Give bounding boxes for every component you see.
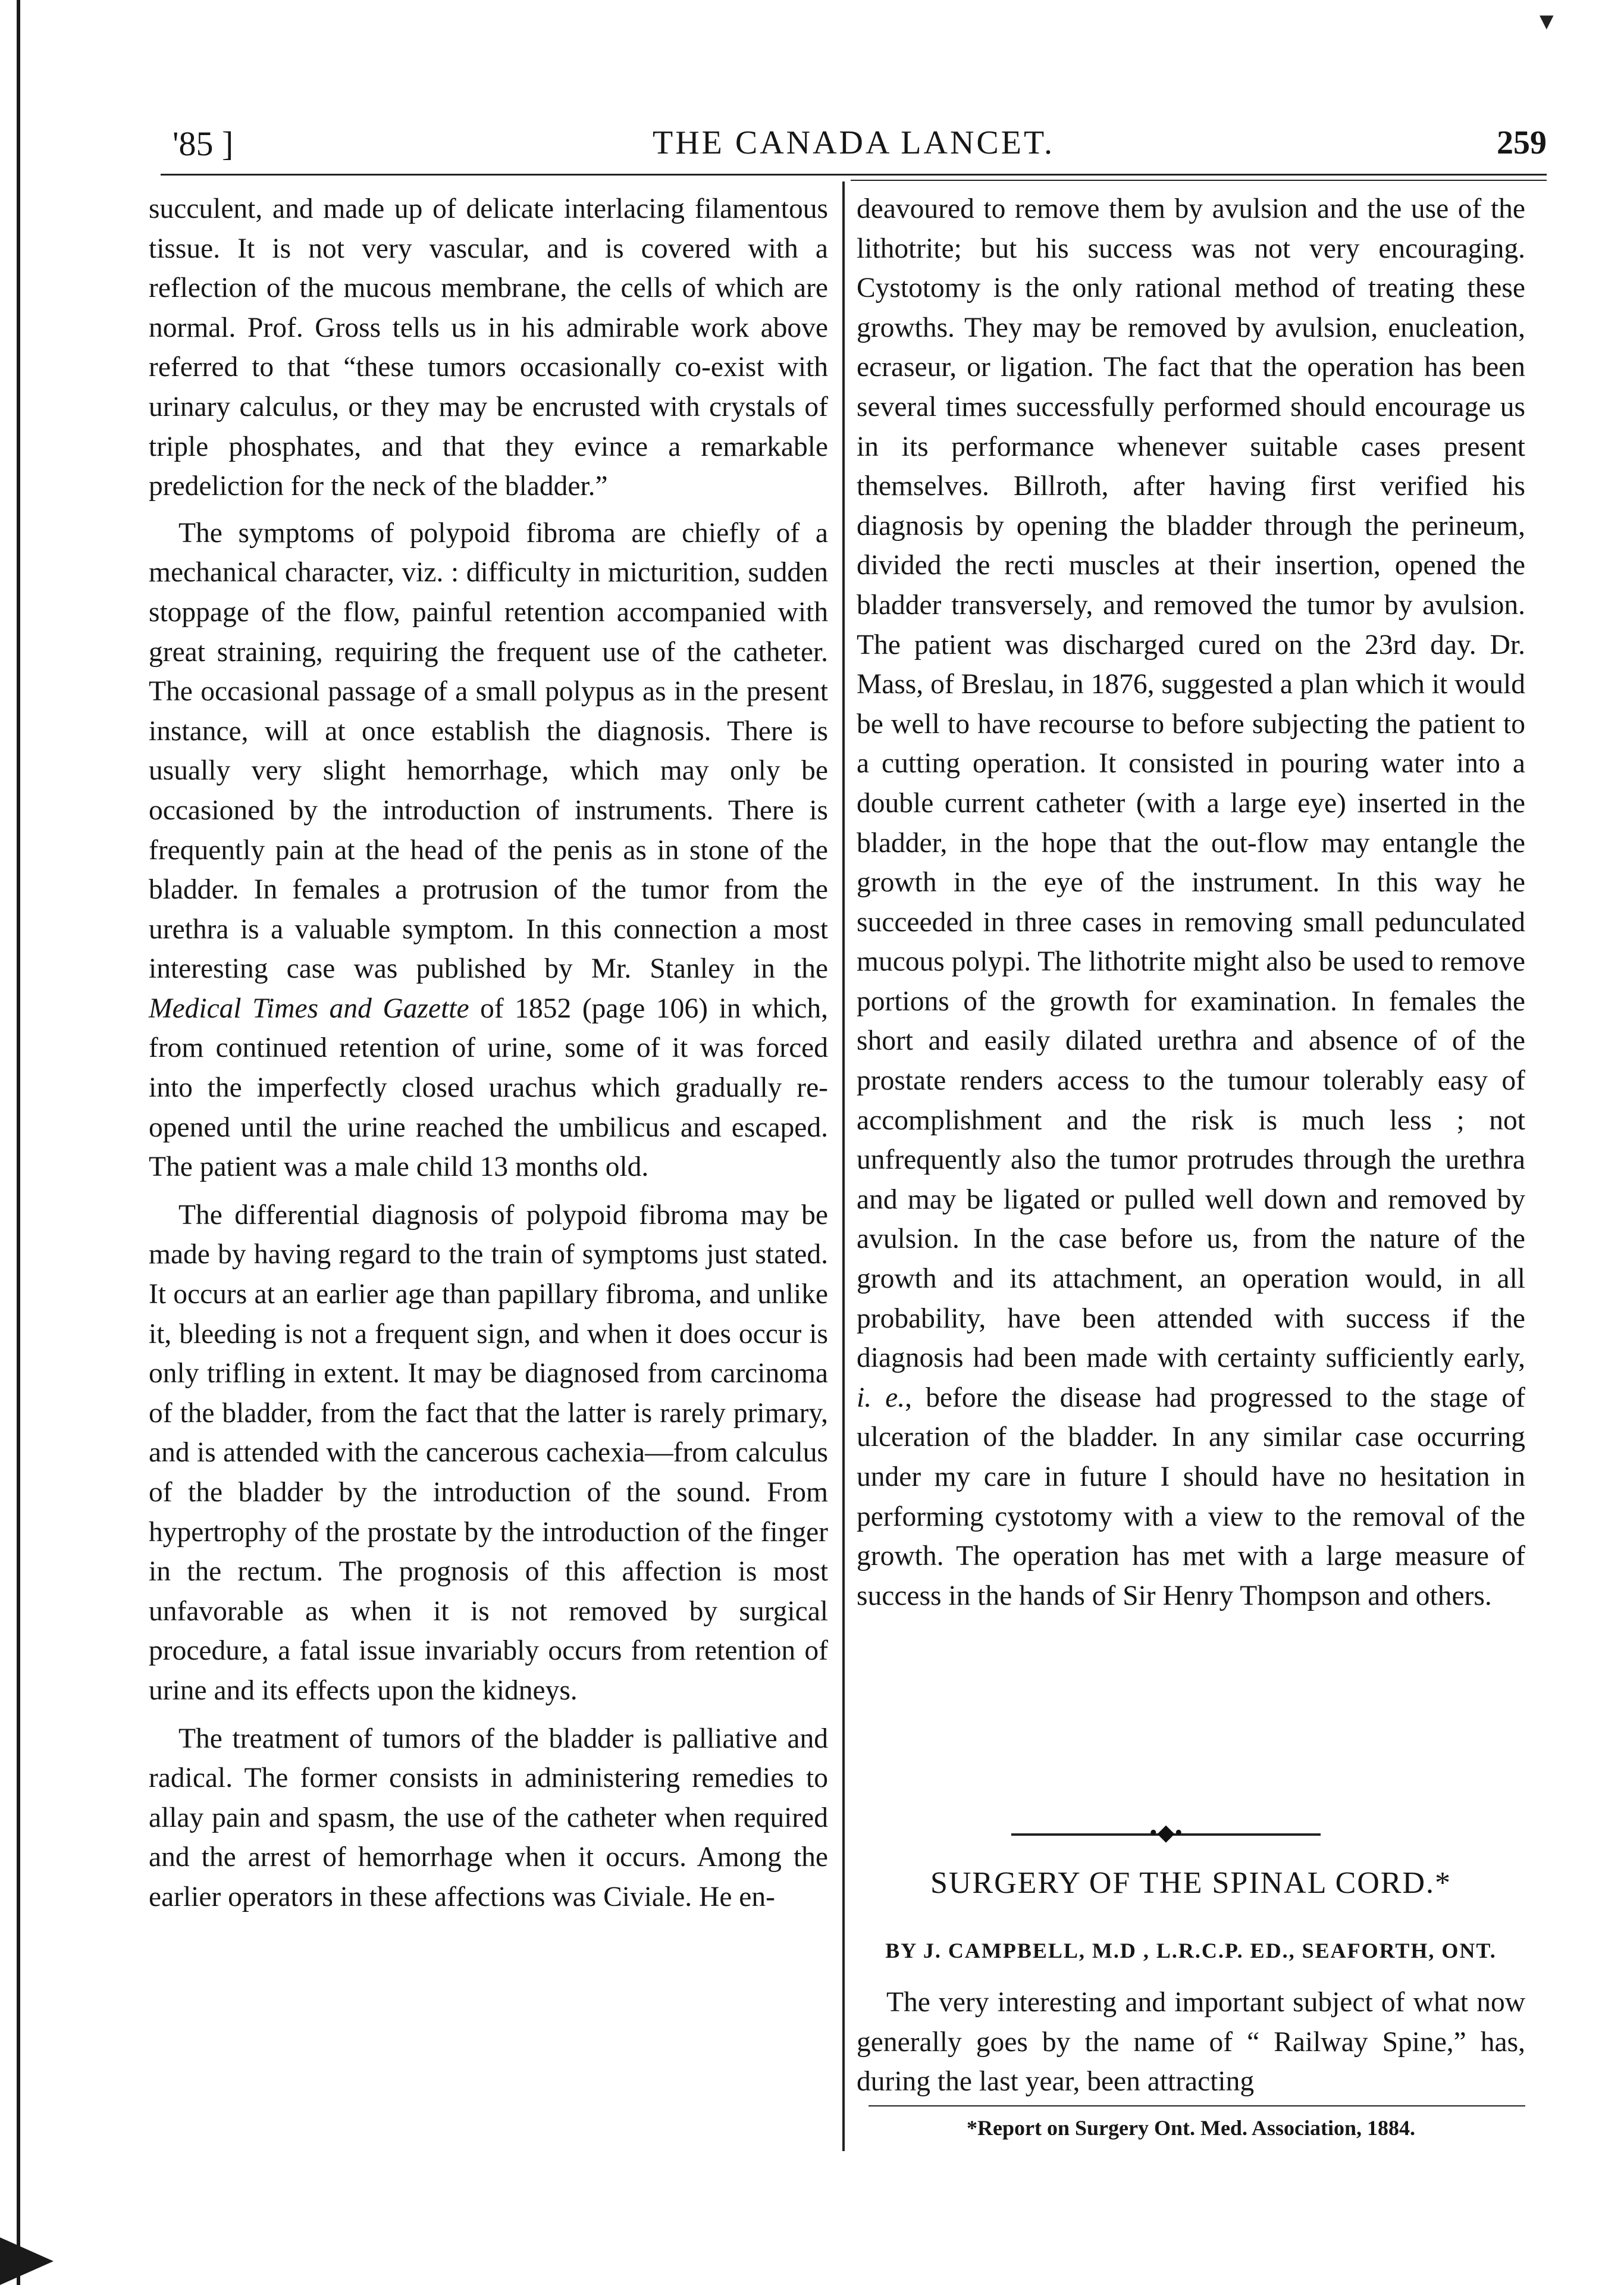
header-year: '85 ] xyxy=(173,124,234,163)
paragraph-treatment: The treatment of tumors of the bladder is palliative and radical. The former consists in administering remedies to allay pain and spasm, the use of the catheter when required and the arrest of hemorrhage when it occurs. Among the earlier operators in these affections was Civiale. He en- xyxy=(149,1723,828,1912)
column-divider xyxy=(842,181,845,2151)
binding-edge xyxy=(17,0,20,2285)
corner-mark: ▼ xyxy=(1535,8,1559,35)
section-separator xyxy=(1011,1820,1321,1845)
page-number: 259 xyxy=(1497,124,1547,161)
id-est-abbrev: i. e. xyxy=(857,1382,905,1413)
paragraph-cystotomy xyxy=(857,189,1525,1616)
article-intro xyxy=(857,1983,1525,2102)
paragraph-tumor-description: succulent, and made up of delicate interlacing filamentous tissue. It is not very vascular, and is covered with a reflection of the mucous membrane, the cells of which are normal. Prof. Gross tells us in his admirable work above referred to that “these tumors occasionally co-exist with urinary calculus, or they may be encrusted with crystals of triple phosphates, and that they evince a remarkable predeliction for the neck of the bladder.” xyxy=(149,193,828,502)
separator-ornament: •◆• xyxy=(1149,1820,1183,1845)
paragraph-differential-diagnosis: The differential diagnosis of polypoid fibroma may be made by having regard to the train of symptoms just stated. It occurs at an earlier age than papillary fibroma, and unlike it, bleeding is not a frequent sign, and when it does occur is only trifling in extent. It may be diagnosed from carcinoma of the bladder, from the fact that the latter is rarely primary, and is attended with the cancerous cachexia—from calculus of the bladder by the introduction of the sound. From hypertrophy of the prostate by the introduction of the finger in the rectum. The prognosis of this affection is most unfavorable as when it is not removed by surgical procedure, a fatal issue invariably occurs from retention of urine and its effects upon the kidneys. xyxy=(149,1199,828,1706)
journal-citation: Medical Times and Gazette xyxy=(149,993,469,1024)
paragraph-symptoms xyxy=(149,514,828,1187)
symptoms-text-end: of 1852 (page 106) in which, from continued retention of urine, some of it was forced into the imperfectly closed urachus which gradually re-opened until the urine reached the umbilicus and escaped. The patient was a male child 13 months old. xyxy=(149,993,829,1183)
right-column xyxy=(857,189,1525,1616)
left-column xyxy=(149,189,828,1917)
intro-paragraph: The very interesting and important subject of what now generally goes by the name of “ Railway Spine,” has, during the last year, been attracting xyxy=(857,1987,1525,2098)
cystotomy-text-end: , before the disease had progressed to the stage of ulceration of the bladder. In any similar case occurring under my care in future I should have no hesitation in performing cystotomy with a view to the removal of the growth. The operation has met with a large measure of success in the hands of Sir Henry Thompson and others. xyxy=(857,1382,1525,1611)
binding-notch xyxy=(0,2237,54,2285)
section-title: SURGERY OF THE SPINAL CORD.* xyxy=(930,1866,1452,1900)
author-byline: BY J. CAMPBELL, M.D , L.R.C.P. ED., SEAFORTH, ONT. xyxy=(885,1939,1497,1962)
footnote: *Report on Surgery Ont. Med. Association, 1884. xyxy=(967,2116,1415,2140)
footnote-rule xyxy=(869,2105,1525,2106)
header-rule-secondary xyxy=(851,180,1547,181)
symptoms-text-start: The symptoms of polypoid fibroma are chiefly of a mechanical character, viz. : difficulty in micturition, sudden stoppage of the flow, painful retention accompanied with great straining, requiring the frequent use of the catheter. The occasional passage of a small polypus as in the present instance, will at once establish the diagnosis. There is usually very slight hemorrhage, which may only be occasioned by the introduction of instruments. There is frequently pain at the head of the penis as in stone of the bladder. In females a protrusion of the tumor from the urethra is a valuable symptom. In this connection a most interesting case was published by Mr. Stanley in the xyxy=(149,517,828,985)
running-header xyxy=(161,124,1547,171)
header-rule xyxy=(161,174,1547,176)
cystotomy-text-start: deavoured to remove them by avulsion and the use of the lithotrite; but his success was not very encouraging. Cystotomy is the only rational method of treating these growths. They may be removed by avulsion, enucleation, ecraseur, or ligation. The fact that the operation has been several times successfully performed should encourage us in its performance whenever suitable cases present themselves. Billroth, after having first verified his diagnosis by opening the bladder through the perineum, divided the recti muscles at their insertion, opened the bladder transversely, and removed the tumor by avulsion. The patient was discharged cured on the 23rd day. Dr. Mass, of Breslau, in 1876, suggested a plan which it would be well to have recourse to before subjecting the patient to a cutting operation. It consisted in pouring water into a double current catheter (with a large eye) inserted in the bladder, in the hope that the out-flow may entangle the growth in the eye of the instrument. In this way he succeeded in three cases in removing small pedunculated mucous polypi. The lithotrite might also be used to remove portions of the growth for examination. In females the short and easily dilated urethra and absence of of the prostate renders access to the tumour tolerably easy of accomplishment and the risk is much less ; not unfrequently also the tumor protrudes through the urethra and may be ligated or pulled well down and removed by avulsion. In the case before us, from the nature of the growth and its attachment, an operation would, in all probability, have been attended with success if the diagnosis had been made with certainty sufficiently early, xyxy=(857,193,1525,1374)
journal-title: THE CANADA LANCET. xyxy=(652,124,1055,161)
